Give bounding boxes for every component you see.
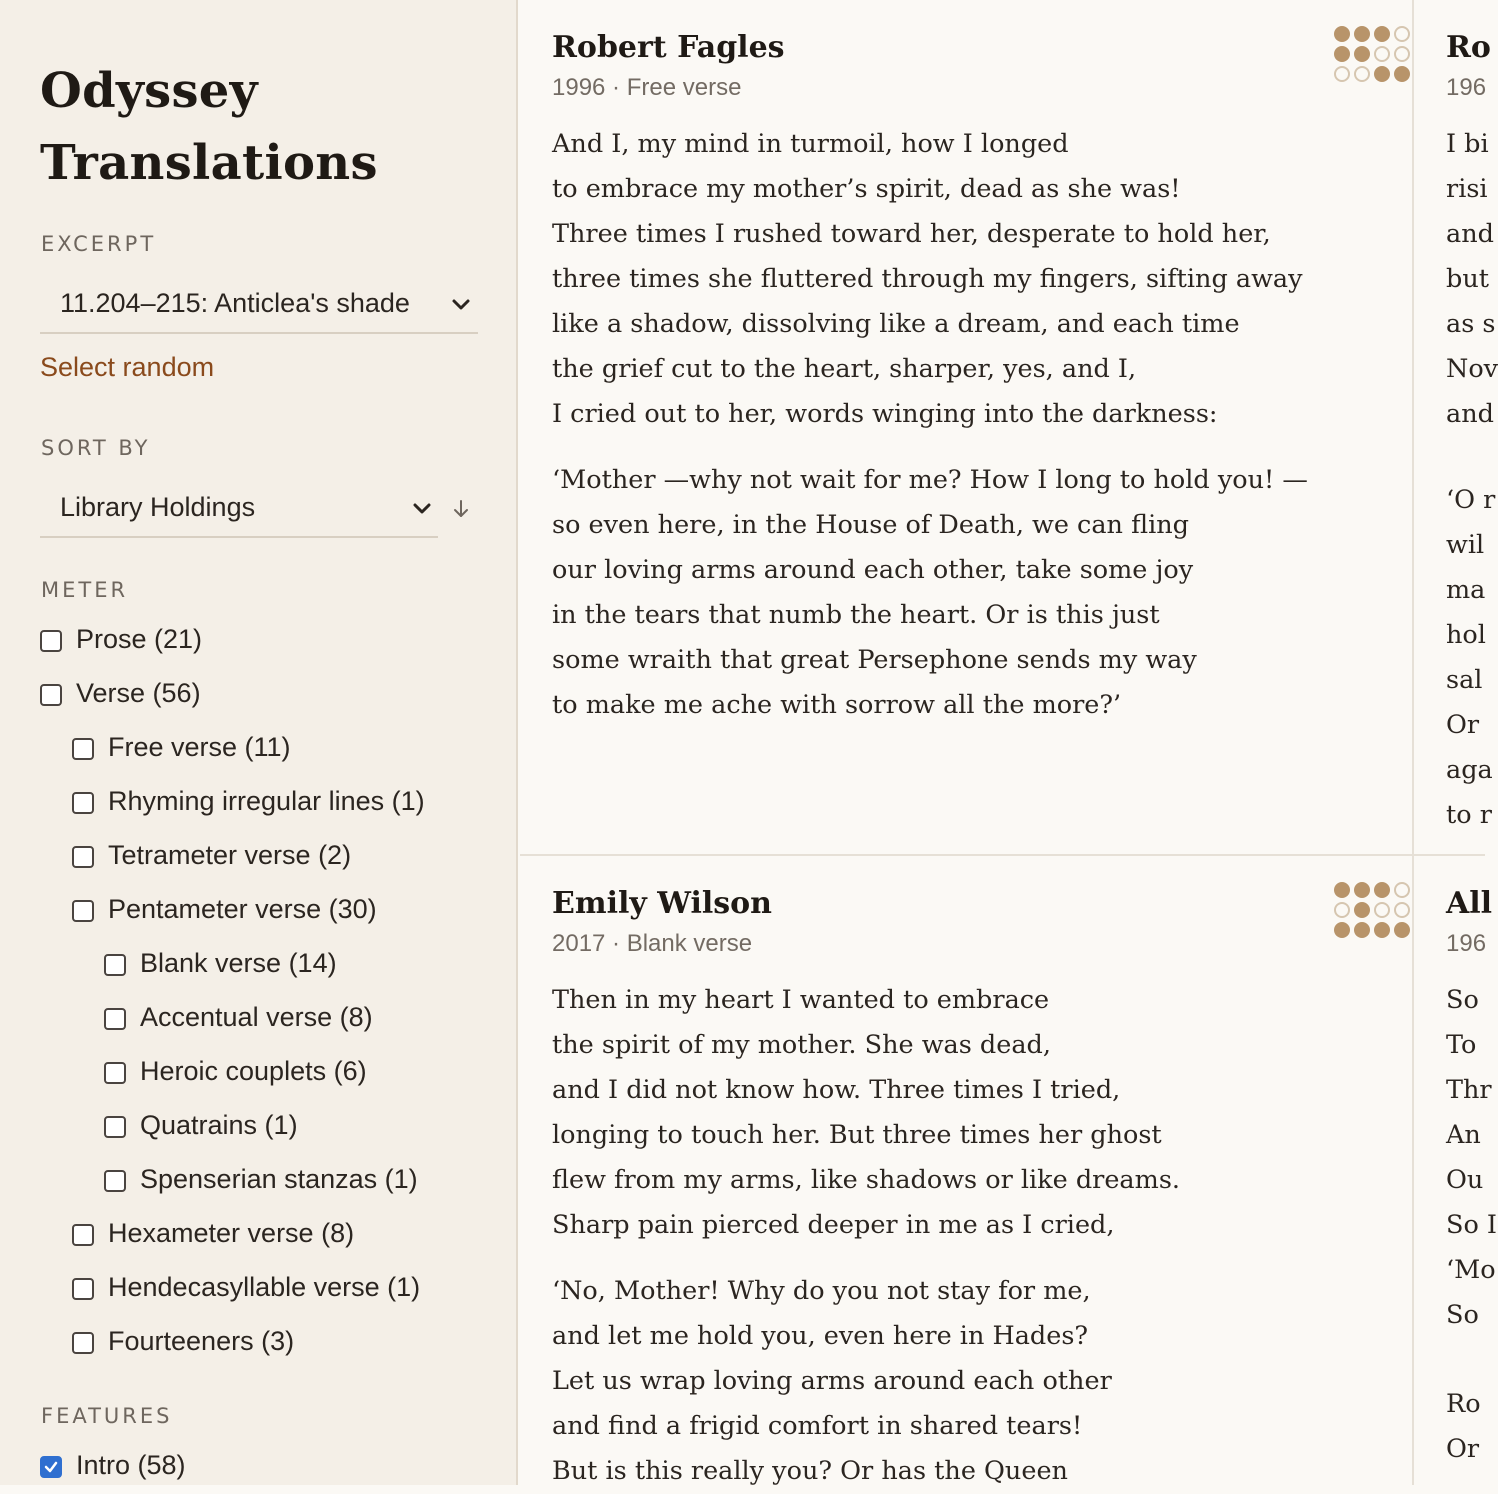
- rating-dot-filled: [1374, 882, 1390, 898]
- rating-dot-filled: [1374, 66, 1390, 82]
- rating-dot-filled: [1354, 882, 1370, 898]
- meter-filter-checkbox[interactable]: [72, 1224, 94, 1246]
- rating-dot-filled: [1354, 902, 1370, 918]
- verse-line: And I, my mind in turmoil, how I longed: [552, 129, 1069, 159]
- verse-line: risi: [1446, 174, 1488, 204]
- meter-filter-label: Hexameter verse (8): [108, 1218, 355, 1248]
- translation-meta: 2017 · Blank verse: [552, 930, 753, 957]
- verse-line: and I did not know how. Three times I tried,: [552, 1075, 1121, 1105]
- meter-filter-checkbox[interactable]: [104, 1062, 126, 1084]
- app-title-line2: Translations: [40, 135, 378, 191]
- verse-line: Or: [1446, 1434, 1480, 1464]
- rating-dot-empty: [1334, 66, 1350, 82]
- verse-line: so even here, in the House of Death, we can fling: [552, 510, 1189, 540]
- verse-line: An: [1446, 1120, 1481, 1150]
- meter-filter-label: Fourteeners (3): [108, 1326, 295, 1356]
- translator-name: Ro: [1446, 30, 1491, 65]
- meter-filter-label: Rhyming irregular lines (1): [108, 786, 425, 816]
- meter-filter-label: Tetrameter verse (2): [108, 840, 352, 870]
- chevron-down-icon: [451, 294, 471, 314]
- verse-line: Three times I rushed toward her, desperate to hold her,: [552, 219, 1271, 249]
- stanza: [552, 458, 1308, 728]
- meter-filter-label: Accentual verse (8): [140, 1002, 373, 1032]
- stanza: [552, 122, 1303, 437]
- translation-meta: 1996 · Free verse: [552, 74, 742, 101]
- meter-filter-checkbox[interactable]: [72, 1278, 94, 1300]
- verse-line: flew from my arms, like shadows or like dreams.: [552, 1165, 1181, 1195]
- verse-line: I cried out to her, words winging into the darkness:: [552, 399, 1218, 429]
- verse-line: like a shadow, dissolving like a dream, and each time: [552, 309, 1240, 339]
- verse-line: So I: [1446, 1210, 1497, 1240]
- meter-filter-label: Verse (56): [76, 678, 201, 708]
- rating-dot-filled: [1394, 66, 1410, 82]
- verse-line: ‘O r: [1446, 485, 1496, 515]
- stanza: [1446, 478, 1495, 838]
- rating-dot-empty: [1354, 66, 1370, 82]
- meter-filter-checkbox[interactable]: [104, 954, 126, 976]
- stanza: [552, 978, 1180, 1248]
- verse-line: So: [1446, 985, 1479, 1015]
- meter-filter-checkbox[interactable]: [72, 846, 94, 868]
- verse-line: to embrace my mother’s spirit, dead as she was!: [552, 174, 1181, 204]
- verse-line: hol: [1446, 620, 1486, 650]
- sort-by-label: SORT BY: [41, 436, 151, 460]
- verse-line: I bi: [1446, 129, 1489, 159]
- sort-by-select[interactable]: [40, 482, 438, 538]
- verse-line: ‘Mo: [1446, 1255, 1496, 1285]
- verse-line: Let us wrap loving arms around each other: [552, 1366, 1112, 1396]
- app-title-line1: Odyssey: [40, 63, 258, 119]
- verse-line: the grief cut to the heart, sharper, yes, and I,: [552, 354, 1137, 384]
- rating-dot-filled: [1374, 26, 1390, 42]
- verse-line: wil: [1446, 530, 1485, 560]
- verse-line: the spirit of my mother. She was dead,: [552, 1030, 1051, 1060]
- filter-sidebar: [0, 0, 518, 1485]
- verse-line: some wraith that great Persephone sends my way: [552, 645, 1197, 675]
- rating-dot-empty: [1334, 902, 1350, 918]
- meter-filter-label: Quatrains (1): [140, 1110, 298, 1140]
- verse-line: Ou: [1446, 1165, 1484, 1195]
- rating-dot-empty: [1394, 46, 1410, 62]
- meter-filter-label: Blank verse (14): [140, 948, 337, 978]
- rating-dot-filled: [1394, 922, 1410, 938]
- app-title: [40, 55, 378, 199]
- verse-line: ‘Mother —why not wait for me? How I long to hold you! —: [552, 465, 1308, 495]
- rating-dot-filled: [1354, 26, 1370, 42]
- meter-filter-label: Heroic couplets (6): [140, 1056, 367, 1086]
- row-divider: [520, 854, 1485, 856]
- translator-name: All: [1446, 886, 1493, 921]
- verse-line: But is this really you? Or has the Queen: [552, 1456, 1068, 1486]
- meter-filter-checkbox[interactable]: [72, 1332, 94, 1354]
- translations-grid: [520, 0, 1498, 1486]
- meter-filter-checkbox[interactable]: [40, 684, 62, 706]
- rating-dot-filled: [1374, 922, 1390, 938]
- select-random-link[interactable]: Select random: [40, 352, 215, 382]
- meter-filter-label: Prose (21): [76, 624, 203, 654]
- verse-line: and: [1446, 399, 1494, 429]
- checkmark-icon: [43, 1459, 59, 1475]
- stanza: [1446, 122, 1498, 437]
- rating-dot-empty: [1394, 882, 1410, 898]
- verse-line: ‘No, Mother! Why do you not stay for me,: [552, 1276, 1091, 1306]
- meter-filter-checkbox[interactable]: [72, 900, 94, 922]
- rating-dot-filled: [1334, 922, 1350, 938]
- meter-filter-checkbox[interactable]: [104, 1116, 126, 1138]
- verse-line: To: [1446, 1030, 1477, 1060]
- meter-filter-label: Free verse (11): [108, 732, 291, 762]
- column-divider: [1412, 0, 1414, 1485]
- translation-meta: 196: [1446, 74, 1487, 101]
- verse-line: longing to touch her. But three times her ghost: [552, 1120, 1162, 1150]
- rating-dots: [1334, 26, 1414, 86]
- verse-line: to r: [1446, 800, 1492, 830]
- translator-name: Robert Fagles: [552, 30, 785, 65]
- verse-line: three times she fluttered through my fingers, sifting away: [552, 264, 1303, 294]
- stanza: [1446, 978, 1497, 1338]
- meter-filter-label: Pentameter verse (30): [108, 894, 377, 924]
- verse-line: and: [1446, 219, 1494, 249]
- verse-line: Nov: [1446, 354, 1498, 384]
- stanza: [552, 1269, 1112, 1494]
- verse-line: as s: [1446, 309, 1496, 339]
- verse-line: and find a frigid comfort in shared tears!: [552, 1411, 1083, 1441]
- rating-dots: [1334, 882, 1414, 942]
- translation-meta: 196: [1446, 930, 1487, 957]
- meter-filter-label: Spenserian stanzas (1): [140, 1164, 418, 1194]
- excerpt-select-value: 11.204–215: Anticlea's shade: [60, 288, 410, 318]
- meter-filter-checkbox[interactable]: [104, 1170, 126, 1192]
- verse-line: ma: [1446, 575, 1486, 605]
- verse-line: aga: [1446, 755, 1493, 785]
- verse-line: Ro: [1446, 1389, 1481, 1419]
- excerpt-select[interactable]: [40, 278, 478, 334]
- verse-line: Thr: [1446, 1075, 1492, 1105]
- verse-line: Or: [1446, 710, 1480, 740]
- rating-dot-empty: [1374, 902, 1390, 918]
- rating-dot-filled: [1334, 46, 1350, 62]
- chevron-down-icon: [412, 498, 432, 518]
- stanza: [1446, 1382, 1481, 1472]
- meter-filter-label: Hendecasyllable verse (1): [108, 1272, 421, 1302]
- rating-dot-filled: [1354, 922, 1370, 938]
- verse-line: in the tears that numb the heart. Or is this just: [552, 600, 1160, 630]
- rating-dot-empty: [1394, 26, 1410, 42]
- rating-dot-empty: [1374, 46, 1390, 62]
- verse-line: and let me hold you, even here in Hades?: [552, 1321, 1089, 1351]
- sort-by-select-value: Library Holdings: [60, 492, 256, 522]
- rating-dot-filled: [1334, 26, 1350, 42]
- verse-line: to make me ache with sorrow all the more?’: [552, 690, 1122, 720]
- excerpt-label: EXCERPT: [41, 232, 157, 256]
- verse-line: our loving arms around each other, take some joy: [552, 555, 1194, 585]
- meter-filter-checkbox[interactable]: [72, 792, 94, 814]
- verse-line: Sharp pain pierced deeper in me as I cried,: [552, 1210, 1115, 1240]
- verse-line: but: [1446, 264, 1489, 294]
- rating-dot-filled: [1334, 882, 1350, 898]
- meter-filter-checkbox[interactable]: [40, 630, 62, 652]
- meter-filter-checkbox[interactable]: [72, 738, 94, 760]
- feature-filter-checkbox[interactable]: [40, 1456, 62, 1478]
- feature-filter-label: Intro (58): [76, 1450, 186, 1480]
- rating-dot-filled: [1354, 46, 1370, 62]
- verse-line: So: [1446, 1300, 1479, 1330]
- meter-filter-checkbox[interactable]: [104, 1008, 126, 1030]
- rating-dot-empty: [1394, 902, 1410, 918]
- verse-line: Then in my heart I wanted to embrace: [552, 985, 1050, 1015]
- meter-label: METER: [41, 578, 129, 602]
- translator-name: Emily Wilson: [552, 886, 772, 921]
- verse-line: sal: [1446, 665, 1483, 695]
- sort-direction-arrow-down-icon[interactable]: [449, 497, 473, 521]
- features-label: FEATURES: [41, 1404, 173, 1428]
